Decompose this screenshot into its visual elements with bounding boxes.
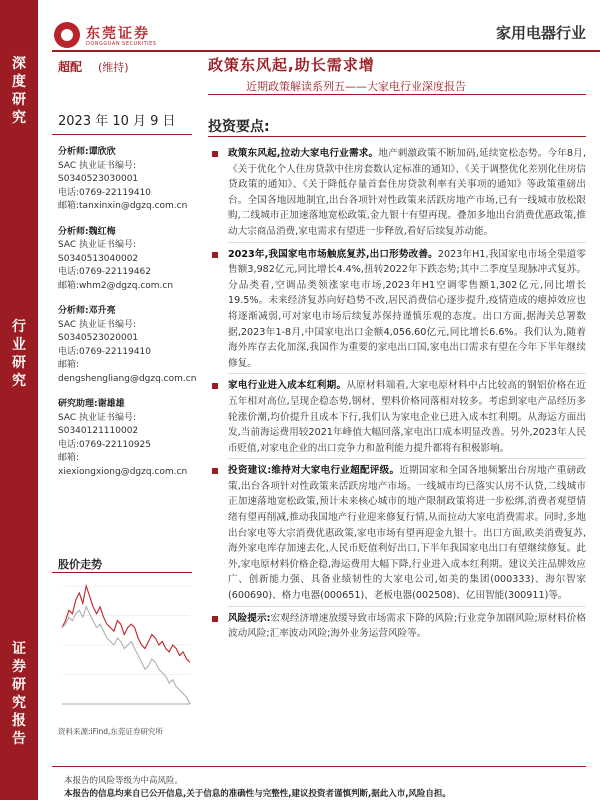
analyst-phone: 电话:0769-22110925 [58,439,151,450]
logo-text-cn: 东莞证券 [86,26,150,42]
analyst-cert-label: SAC 执业证书编号: [58,319,137,330]
key-points-list [208,146,586,644]
analyst-role: 分析师: [58,306,89,316]
report-subtitle: 近期政策解读系列五——大家电行业深度报告 [246,80,466,93]
square-bullet-icon [212,616,218,622]
footer-disclaimer: 本报告的信息均来自已公开信息,关于信息的准确性与完整性,建议投资者谨慎判断,据此入市,风险自担。 [64,789,451,799]
analyst-name: 谭欣欣 [88,147,116,157]
key-point [208,378,586,456]
header-divider [52,50,600,52]
point-divider [228,458,586,459]
analyst-phone: 电话:0769-22119410 [58,187,151,198]
sidebar [0,0,38,800]
industry-name: 家用电器行业 [495,24,586,42]
key-point [208,611,586,642]
key-point-body: 地产刺激政策不断加码,延续宽松态势。今年8月,《关于优化个人住房贷款中住房套数认定标准的通知》、《关于调整优化差别化住房信贷政策的通知》、《关于降低存量首套住房贷款利率有关事项的通知》等政策重磅出台。全国各地因地制宜,出台各项针对性政策来活跃房地产市场,已有一线城市放松限购,二线城市正加速落地宽松政策,金九银十有望再现。叠加多地出台消费优惠政策,推动大宗商品消费,家电需求有望进一步释放,看好后续复苏动能。 [228,148,586,237]
analyst-email[interactable]: xiexiongxiong@dgzq.com.cn [58,466,188,477]
key-point-lead: 家电行业进入成本红利期。 [228,380,347,392]
title-divider [208,94,586,95]
analyst-email[interactable]: dengshengliang@dgzq.com.cn [58,373,197,384]
company-logo [54,22,194,52]
point-divider [228,242,586,243]
square-bullet-icon [212,383,218,389]
analyst-email[interactable]: 邮箱:whm2@dgzq.com.cn [58,280,174,291]
point-divider [228,373,586,374]
footer-divider [52,766,586,767]
chart-series-line-2 [62,607,190,704]
analyst-cert-number: S0340523030001 [58,174,139,184]
rating-status: (维持) [98,61,129,74]
logo-mark-icon [54,22,80,48]
analyst-cert-label: SAC 执业证书编号: [58,160,137,171]
square-bullet-icon [212,468,218,474]
analyst-cert-number: S0340513040002 [58,253,139,264]
report-title: 政策东风起,助长需求增 [208,56,375,74]
key-point [208,247,586,372]
key-points-heading: 投资要点: [208,119,270,135]
analyst-name: 魏红梅 [88,226,116,237]
analyst-cert-label: SAC 执业证书编号: [58,412,137,423]
sidebar-label-securities-report: 证券研究报告 [12,641,26,747]
key-point-body: 近期国家和全国各地频繁出台房地产重磅政策,出台各项针对性政策来活跃房地产市场。一线城市均已落实认房不认贷,二线城市正加速落地宽松政策,预计未来核心城市的地产限制政策将进一步松绑,消费者观望情绪有望再削减,推动我国地产行业迎来修复行情,从而拉动大家电消费需求。同时,多地出台家电等大宗消费优惠政策,家电市场有望再迎金九银十。出口方面,欧美消费复苏,海外家电库存加速去化,人民币贬值利好出口,下半年我国家电出口有望继续修复。此外,家电原材料价格企稳,海运费用大幅下降,行业进入成本红利期。建议关注品牌效应广、创新能力强、具备业绩韧性的大家电公司,如美的集团(000333)、海尔智家(600690)、格力电器(000651)、老板电器(002508)、亿田智能(300911)等。 [228,465,586,602]
sidebar-label-industry-research: 行业研究 [12,319,26,389]
analyst-email[interactable]: 邮箱:tanxinxin@dgzq.com.cn [58,201,188,211]
analyst-cert-number: S0340121110002 [58,426,139,436]
square-bullet-icon [212,252,218,258]
analyst-phone: 电话:0769-22119462 [58,267,151,277]
analyst-phone: 电话:0769-22119410 [58,346,151,357]
analyst-email-label: 邮箱: [58,360,80,370]
date-divider [52,134,192,135]
chart-title: 股价走势 [58,558,102,571]
analyst-list [58,146,198,491]
analyst-role: 研究助理: [58,399,98,409]
point-divider [228,606,586,607]
analyst-cert-label: SAC 执业证书编号: [58,240,137,250]
analyst-email-label: 邮箱: [58,453,80,463]
key-point-lead: 投资建议:维持对大家电行业超配评级。 [228,465,400,477]
key-point [208,146,586,240]
analyst-card [58,226,198,294]
analyst-card [58,398,198,479]
footer-risk-level: 本报告的风险等级为中高风险。 [64,776,184,786]
analyst-name-line [58,305,198,319]
logo-text-en: DONGGUAN SECURITIES [86,41,157,47]
key-point [208,463,586,603]
key-point-lead: 风险提示: [228,612,271,624]
chart-series-line-1 [62,586,190,662]
analyst-name: 谢雄雄 [97,399,125,409]
key-point-lead: 政策东风起,拉动大家电行业需求。 [228,148,379,159]
report-date: 2023 年 10 月 9 日 [58,114,176,129]
key-points-divider [208,136,586,137]
sidebar-label-deep-research: 深度研究 [12,56,26,126]
analyst-card [58,146,198,214]
stock-price-chart [58,578,194,718]
analyst-cert-number: S0340523020001 [58,333,139,343]
analyst-role: 分析师: [58,226,89,237]
rating: 超配 [58,60,83,74]
page-header [38,0,600,52]
analyst-name-line [58,398,198,412]
analyst-card [58,305,198,386]
key-point-body: 宏观经济增速放缓导致市场需求下降的风险;行业竞争加剧风险;原材料价格波动风险;汇率波动风险;海外业务运营风险等。 [228,612,587,640]
key-point-lead: 2023年,我国家电市场触底复苏,出口形势改善。 [228,248,438,260]
chart-divider [52,572,192,573]
key-point-body: 从原材料端看,大家电原材料中占比较高的钢铝价格在近五年相对高位,呈现企稳态势,钢材、塑料价格同落相对较多。考虑到家电产品经历多轮涨价潮,均价提升且成本下行,我们认为家电企业已进入成本红利期。从海运方面出发,当前海运费用较2021年峰值大幅回落,家电出口成本明显改善。另外,2023年人民币贬值,对家电企业的出口竞争力和盈利能力提升都将有积极影响。 [228,380,586,454]
square-bullet-icon [212,151,218,157]
analyst-name-line [58,146,198,160]
analyst-name: 邓升亮 [88,306,116,316]
key-point-body: 2023年H1,我国家电市场全渠道零售额3,982亿元,同比增长4.4%,扭转2022年下跌态势;其中二季度呈现脉冲式复苏。分品类看,空调品类领涨家电市场,2023年H1空调零售额1,302亿元,同比增长19.5%。未来经济复苏向好趋势不改,居民消费信心逐步提升,疫情造成的瘪掉效应也将逐渐减弱,可对家电市场后续复苏保持谨慎乐观的态度。出口方面,据海关总署数据,2023年1-8月,中国家电出口金额4,056.60亿元,同比增长6.6%。我们认为,随着海外库存去化加深,我国作为重要的家电出口国,家电出口需求有望在今年下半年继续修复。 [228,248,586,369]
chart-source: 资料来源:iFind,东莞证券研究所 [58,727,163,736]
analyst-role: 分析师: [58,147,89,157]
analyst-name-line [58,226,198,240]
